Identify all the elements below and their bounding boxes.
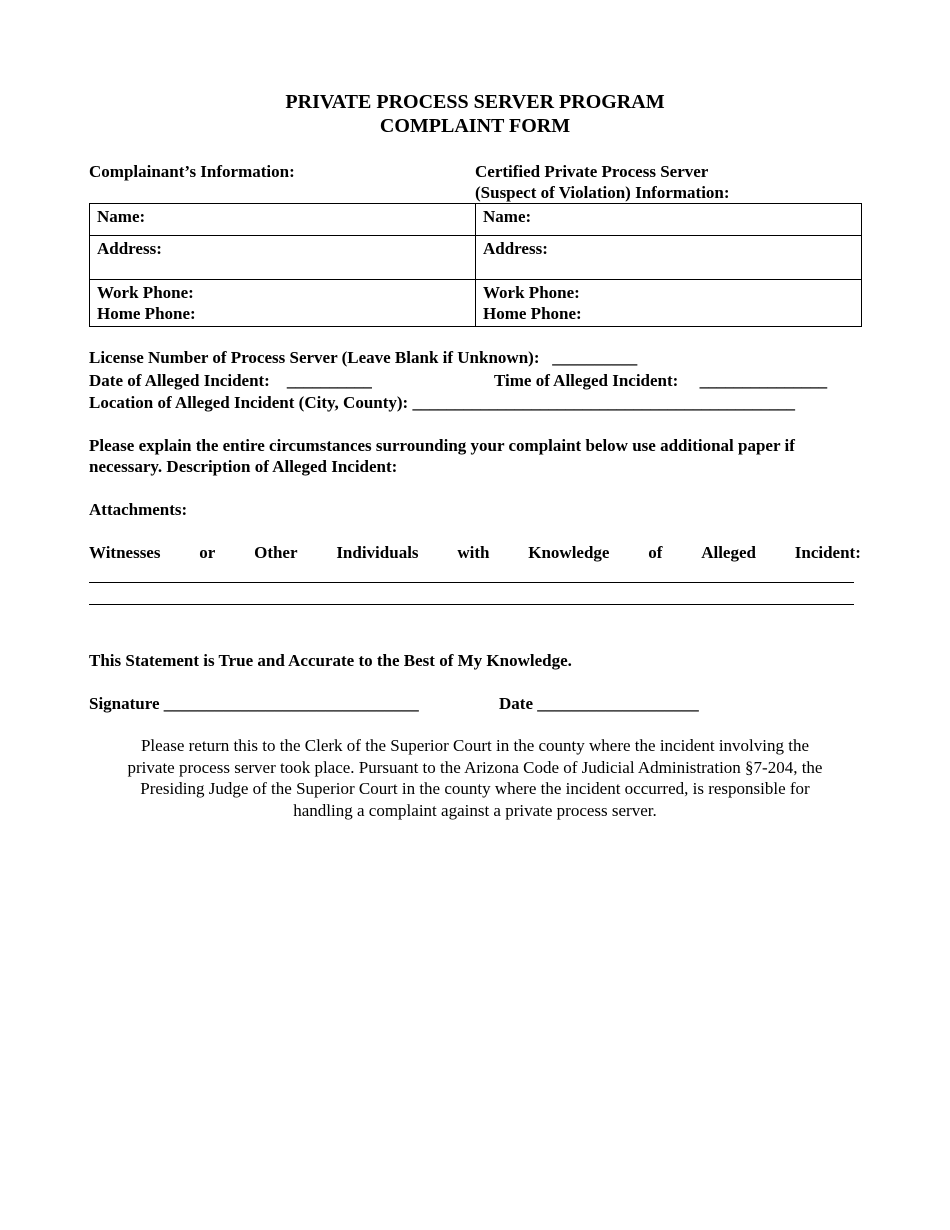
license-number-line [89,347,637,368]
signature-date-label: Date [499,694,533,713]
server-phone-field[interactable] [476,280,862,327]
signature-date-blank[interactable]: ___________________ [537,694,699,713]
incident-location-blank[interactable]: _____________________________________________ [412,393,795,412]
server-address-label: Address: [483,239,548,258]
complainant-name-label: Name: [97,207,146,226]
witnesses-blank-line-2[interactable] [89,604,854,605]
incident-time-label: Time of Alleged Incident: [494,371,679,390]
witnesses-word: or [199,543,216,562]
complainant-address-label: Address: [97,239,162,258]
incident-time-line [494,370,827,391]
license-number-blank[interactable]: __________ [552,348,638,367]
witnesses-blank-line-1[interactable] [89,582,854,583]
title-line-2: COMPLAINT FORM [379,115,571,137]
witnesses-heading [89,542,861,563]
complainant-address-field[interactable] [90,236,476,280]
witnesses-word: Knowledge [528,543,610,562]
incident-date-line [89,370,372,391]
license-number-label: License Number of Process Server (Leave Blank if Unknown): [89,348,540,367]
title-line-1: PRIVATE PROCESS SERVER PROGRAM [285,91,665,113]
attachments-label: Attachments: [89,500,188,519]
footer-line-2: private process server took place. Pursuant to the Arizona Code of Judicial Administration §7-204, the [127,757,823,777]
complainant-name-field[interactable] [90,204,476,236]
information-table [89,203,862,327]
incident-date-label: Date of Alleged Incident: [89,371,270,390]
description-line-1: Please explain the entire circumstances surrounding your complaint below use additional paper if [89,436,795,455]
server-home-phone-label: Home Phone: [483,304,582,323]
description-line-2: necessary. Description of Alleged Incident: [89,457,398,476]
form-title [0,90,950,138]
complainant-work-phone-label: Work Phone: [97,283,194,302]
server-heading [475,161,730,203]
signature-blank[interactable]: ______________________________ [163,694,419,713]
witnesses-word: Incident: [794,543,861,562]
signature-line [89,693,419,714]
footer-line-3: Presiding Judge of the Superior Court in the county where the incident occurred, is responsible for [140,779,810,798]
server-heading-line-2: (Suspect of Violation) Information: [475,183,730,202]
incident-location-line [89,392,795,413]
witnesses-word: Alleged [701,543,756,562]
incident-location-label: Location of Alleged Incident (City, County): [89,393,409,412]
signature-date-line [499,693,699,714]
complainant-heading: Complainant’s Information: [89,162,295,181]
footer-line-4: handling a complaint against a private process server. [293,800,657,820]
witnesses-word: of [648,543,663,562]
server-work-phone-label: Work Phone: [483,283,580,302]
server-name-label: Name: [483,207,532,226]
witnesses-word: Witnesses [89,543,161,562]
incident-date-blank[interactable]: __________ [286,371,372,390]
incident-time-blank[interactable]: _______________ [699,371,828,390]
complainant-phone-field[interactable] [90,280,476,327]
witnesses-word: with [457,543,490,562]
description-instructions [89,435,795,477]
server-heading-line-1: Certified Private Process Server [475,162,709,181]
signature-label: Signature [89,694,160,713]
truth-statement: This Statement is True and Accurate to the Best of My Knowledge. [89,651,572,670]
server-address-field[interactable] [476,236,862,280]
witnesses-word: Individuals [336,543,419,562]
footer-line-1: Please return this to the Clerk of the Superior Court in the county where the incident involving the [140,736,810,755]
server-name-field[interactable] [476,204,862,236]
witnesses-word: Other [254,543,298,562]
complainant-home-phone-label: Home Phone: [97,304,196,323]
return-instructions [89,735,861,821]
